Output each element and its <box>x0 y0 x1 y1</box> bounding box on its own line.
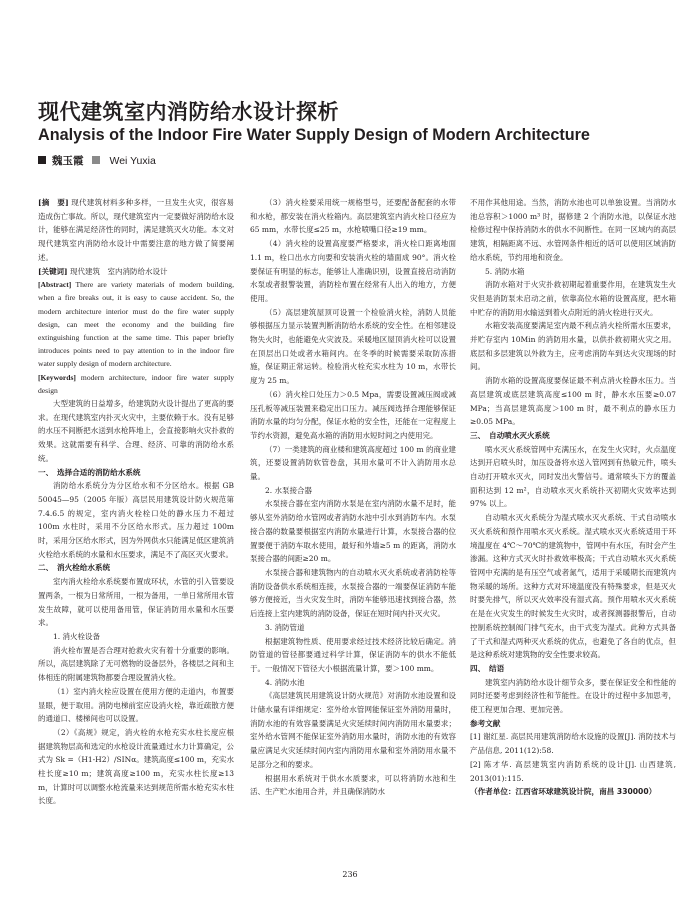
paragraph: 水泵接合器在室内消防水泵是在室内消防水量不足时，能够从室外消防给水管网或者消防水池中引水到消防车内。水泵接合器的数量要根据室内消防水量进行计算，水泵接合器的位置要便于消防车取水使用，最好和外墙≥5 m 的距离，消防水泵接合器的间距≥20 m。 <box>250 499 456 564</box>
paragraph: 室内消火栓给水系统要布置成环状，水管的引入管要设置两条，一根为日常所用，一根为备用，一单日常所用水管发生故障，就可以使用备用管，保证消防用水量和水压要求。 <box>38 577 234 628</box>
paragraph: （7）一类建筑的商业楼和建筑高度超过 100 m 的商业建筑，还要设置消防软管卷盘，其用水量可不计入消防用水总量。 <box>250 444 456 482</box>
paragraph: 消防水箱的设置高度要保证最不利点消火栓静水压力。当高层建筑或底层建筑高度≤100 m 时，静水水压要≥0.07 MPa；当高层建筑高度＞100 m 时，最不利点的静水压力≥0.05 MPa。 <box>470 376 676 427</box>
paragraph: 根据用水系统对于供水水质要求，可以将消防水池和生活、生产贮水池用合并，并且确保消防水 <box>250 773 456 797</box>
keywords-cn <box>38 265 234 279</box>
paragraph: 《高层建筑民用建筑设计防火规范》对消防水池设置和设计储水量有详细规定：室外给水管网能保证室外消防用量时，消防水池的有效容量要满足火灾延续时间内消防用水量要求；室外给水管网不能保证室外消防用水量时，消防水池的有效容量应满足火灾延续时间内室内消防用水量和室外消防用水量不足部分之和的要求。 <box>250 691 456 769</box>
section-heading: 三、 自动喷水灭火系统 <box>470 430 550 440</box>
paragraph: 消火栓布置是否合理对抢救火灾有着十分重要的影响。所以，高层建筑除了无可燃物的设备层外，各楼层之间和主体相连的附属建筑物都要合理设置消火栓。 <box>38 645 234 683</box>
keywords-en-label: [Keywords] <box>38 372 76 382</box>
article-title-cn: 现代建筑室内消防给水设计探析 <box>38 100 339 124</box>
abstract-en-text: There are variety materials of modern building, when a fire breaks out, it is easy to cause accident. So, the modern architecture interior must do the fire water supply design, can meet the economy and the building fire extinguishing function at the same time. This paper briefly introduces points need to pay attention to in the indoor fire water supply design of modern architecture. <box>38 280 235 369</box>
paragraph: （3）消火栓要采用统一规格型号，还要配备配套的水带和水枪，都安装在消火栓箱内。高层建筑室内消火栓口径应为 65 mm，水带长度≤25 m，水枪喷嘴口径≥19 mm。 <box>250 198 456 235</box>
keywords-cn-label: [关键词] <box>38 266 68 276</box>
abstract-en-label: [Abstract] <box>38 280 72 290</box>
paragraph: 建筑室内消防给水设计细节众多，要在保证安全和性能的同时还要考虑到经济性和节能性。在设计的过程中多加思考，使工程更加合理、更加完善。 <box>470 677 676 715</box>
author-affiliation: （作者单位：江西省环球建筑设计院，南昌 330000） <box>470 787 657 797</box>
column-3 <box>470 196 676 799</box>
paragraph: 不用作其他用途。当然，消防水池也可以单独设置。当消防水池总容积＞1000 m³ 时，据修建 2 个消防水池，以保证水池检修过程中保持消防水的供水不间断性。在同一区域内的高层建筑，相隔距离不远、水管网条件相近的话可以使用区域消防给水系统，节约用地和资金。 <box>470 198 676 262</box>
section-heading: 四、 结语 <box>470 663 505 673</box>
paragraph: 根据建筑物性质、使用要求经过技术经济比较后确定。消防管道的管径都要通过科学计算，保证消防车的供水不能低于。一般情况下管径大小根据流量计算，要＞100 mm。 <box>250 636 456 673</box>
section-heading: 二、 消火栓给水系统 <box>38 563 111 573</box>
square-bullet-icon <box>92 156 100 164</box>
paragraph: 消防给水系统分为分区给水和不分区给水。根据 GB 50045—95（2005 年版）高层民用建筑设计防火规范第 7.4.6.5 的规定，室内消火栓栓口处的静水压力不超过 100m 水柱时，采用不分区给水形式。压力超过 100m 时，采用分区给水形式，因为外网供水只能满足低区建筑消火栓给水系统的水量和水压要求，满足不了高区灭火要求。 <box>38 481 234 559</box>
article-title-en: Analysis of the Indoor Fire Water Supply Design of Modern Architecture <box>38 126 590 144</box>
subsection-heading: 1. 消火栓设备 <box>53 632 101 641</box>
paragraph: （4）消火栓的设置高度要严格要求，消火栓口距离地面 1.1 m，栓口出水方向要和安装消火栓的墙面成 90°。消火栓要保证有明显的标志，能够让人准确识别，设置直接启动消防水泵或者报警装置，消防栓布置在经常有人出入的地方，方便使用。 <box>250 239 456 303</box>
paragraph: 喷水灭火系统管网中充满压水，在发生火灾时，火点温度达到开启喷头时，加压设备将水送入管网到有热敏元件，喷头自动打开喷水灭火，同时发出火警信号。通常喷头下方的覆盖面积达到 12 m²，自动喷水灭火系统扑灭初期火灾效率达到 97% 以上。 <box>470 444 676 509</box>
paragraph: 水箱安装高度要满足室内最不利点消火栓所需水压要求，并贮存室内 10Min 的消防用水量，以供扑救初期火灾之用。底层和多层建筑以外救为主，应考虑消防车到达火灾现场的时间。 <box>470 321 676 372</box>
section-heading: 一、 选择合适的消防给水系统 <box>38 467 141 477</box>
subsection-heading: 3. 消防管道 <box>265 622 305 632</box>
author-name-en: Wei Yuxia <box>109 155 156 167</box>
paragraph: 消防水箱对于火灾扑救初期起着重要作用，在建筑发生火灾但是消防泵未启动之前，依靠高位水箱的设置高度，把水箱中贮存的消防用水输送到着火点附近的消火栓进行灭火。 <box>470 280 676 317</box>
keywords-en-text: modern architecture, indoor fire water supply design <box>38 372 234 395</box>
abstract-cn-text: 现代建筑材料多种多样，一旦发生火灾，很容易造成伤亡事故。所以，现代建筑室内一定要做好消防给水设计，能够在满足经济性的同时，满足建筑灭火功能。本文对现代建筑室内消防给水设计中需要注意的地方做了简要阐述。 <box>38 198 234 262</box>
column-2 <box>250 196 456 799</box>
abstract-en <box>38 278 234 370</box>
abstract-cn-label: [摘 要] <box>38 198 69 207</box>
keywords-en <box>38 371 234 397</box>
subsection-heading: 4. 消防水池 <box>265 677 305 687</box>
paragraph: （2）《高规》规定，消火栓的水枪充实水柱长度应根据建筑物层高和选定的水枪设计流量通过水力计算确定，公式为 Sk =（H1-H2）/SINα。建筑高度≤100 m，充实水柱长度≥10 m；建筑高度≥100 m，充实水柱长度≥13 m，计算时可以调整水枪流量来达到规范所需水枪充实水柱长度。 <box>38 727 234 806</box>
paragraph: （6）消火栓口处压力＞0.5 Mpa，需要设置减压阀或减压孔板等减压装置来稳定出口压力。减压阀选择合理能够保证消防水量的均匀分配，保证水枪的安全性，还能在一定程度上节约水资源，避免高水箱的消防用水短时间之内使用完。 <box>250 389 456 440</box>
paragraph: （1）室内消火栓应设置在使用方便的走道内，布置要显眼，便于取用。消防电梯前室应设消火栓，靠近疏散方便的通道口、楼梯间也可以设置。 <box>38 686 234 724</box>
subsection-heading: 2. 水泵接合器 <box>265 485 313 495</box>
reference-item: [2] 陈才华. 高层建筑室内消防系统的设计[J]. 山西建筑, 2013(01):115. <box>470 759 676 783</box>
reference-item: [1] 谢红星. 高层民用建筑消防给水设施的设置[J]. 消防技术与产品信息, 2011(12):58. <box>470 732 676 756</box>
author-line <box>38 153 156 168</box>
references-heading: 参考文献 <box>470 718 501 728</box>
keywords-cn-text: 现代建筑 室内消防给水设计 <box>70 266 168 276</box>
paragraph: 水泵接合器和建筑物内的自动喷水灭火系统或者消防栓等消防设备供水系统相连接，水泵接合器的一端要保证消防车能够方便接近，当火灾发生时，消防车能够迅速找到接合器，然后连接上室内建筑的消防设备，保证在短时间内扑灭火灾。 <box>250 567 456 619</box>
paragraph: 大型建筑的日益增多，给建筑防火设计提出了更高的要求。在现代建筑室内扑灭火灾中，主要依赖于水。没有足够的水压不间断把水送到水枪阵地上，会直接影响火灾扑救的效果。这就需要有科学、合理、经济、可靠的消防给水系统。 <box>38 399 234 463</box>
subsection-heading: 5. 消防水箱 <box>485 266 525 276</box>
paragraph: 自动喷水灭火系统分为湿式喷水灭火系统、干式自动喷水灭火系统和预作用喷水灭火系统。湿式喷水灭火系统适用于环境温度在 4℃～70℃的建筑物中，管网中有水压，有时会产生渗漏。这种方式灭火时扑救效率极高；干式自动喷水灭火系统管网中充满的是有压空气或者氮气，适用于采暖期长而建筑内物采暖的场所。这种方式对环境温度没有特殊要求，但是灭火时要先排气，所以灭火效率没有湿式高。预作用喷水灭火系统在是在火灾发生的时候发生火灾时，或者探测器报警后，自动控制系统控制阀门排气充水，由干式变为湿式。此种方式具备了干式和湿式两种灭火系统的优点，也避免了各自的优点，但是这种系统对建筑物的安全性要求较高。 <box>470 513 676 660</box>
paragraph: （5）高层建筑屋顶可设置一个检验消火栓，消防人员能够根据压力显示装置判断消防给水系统的安全性。在相邻建设物失火时，也能避免火灾波及。采暖地区屋顶消火栓可以设置在顶层出口处或者水箱间内。在冬季的时候需要采取防冻措施，保证期正常运转。检验消火栓充实水柱为 10 m，水带长度为 25 m。 <box>250 307 456 386</box>
abstract-cn <box>38 196 234 265</box>
column-1 <box>38 196 234 808</box>
page-number: 236 <box>342 870 358 879</box>
square-bullet-icon <box>38 156 46 164</box>
author-name-cn: 魏玉霞 <box>52 155 84 167</box>
